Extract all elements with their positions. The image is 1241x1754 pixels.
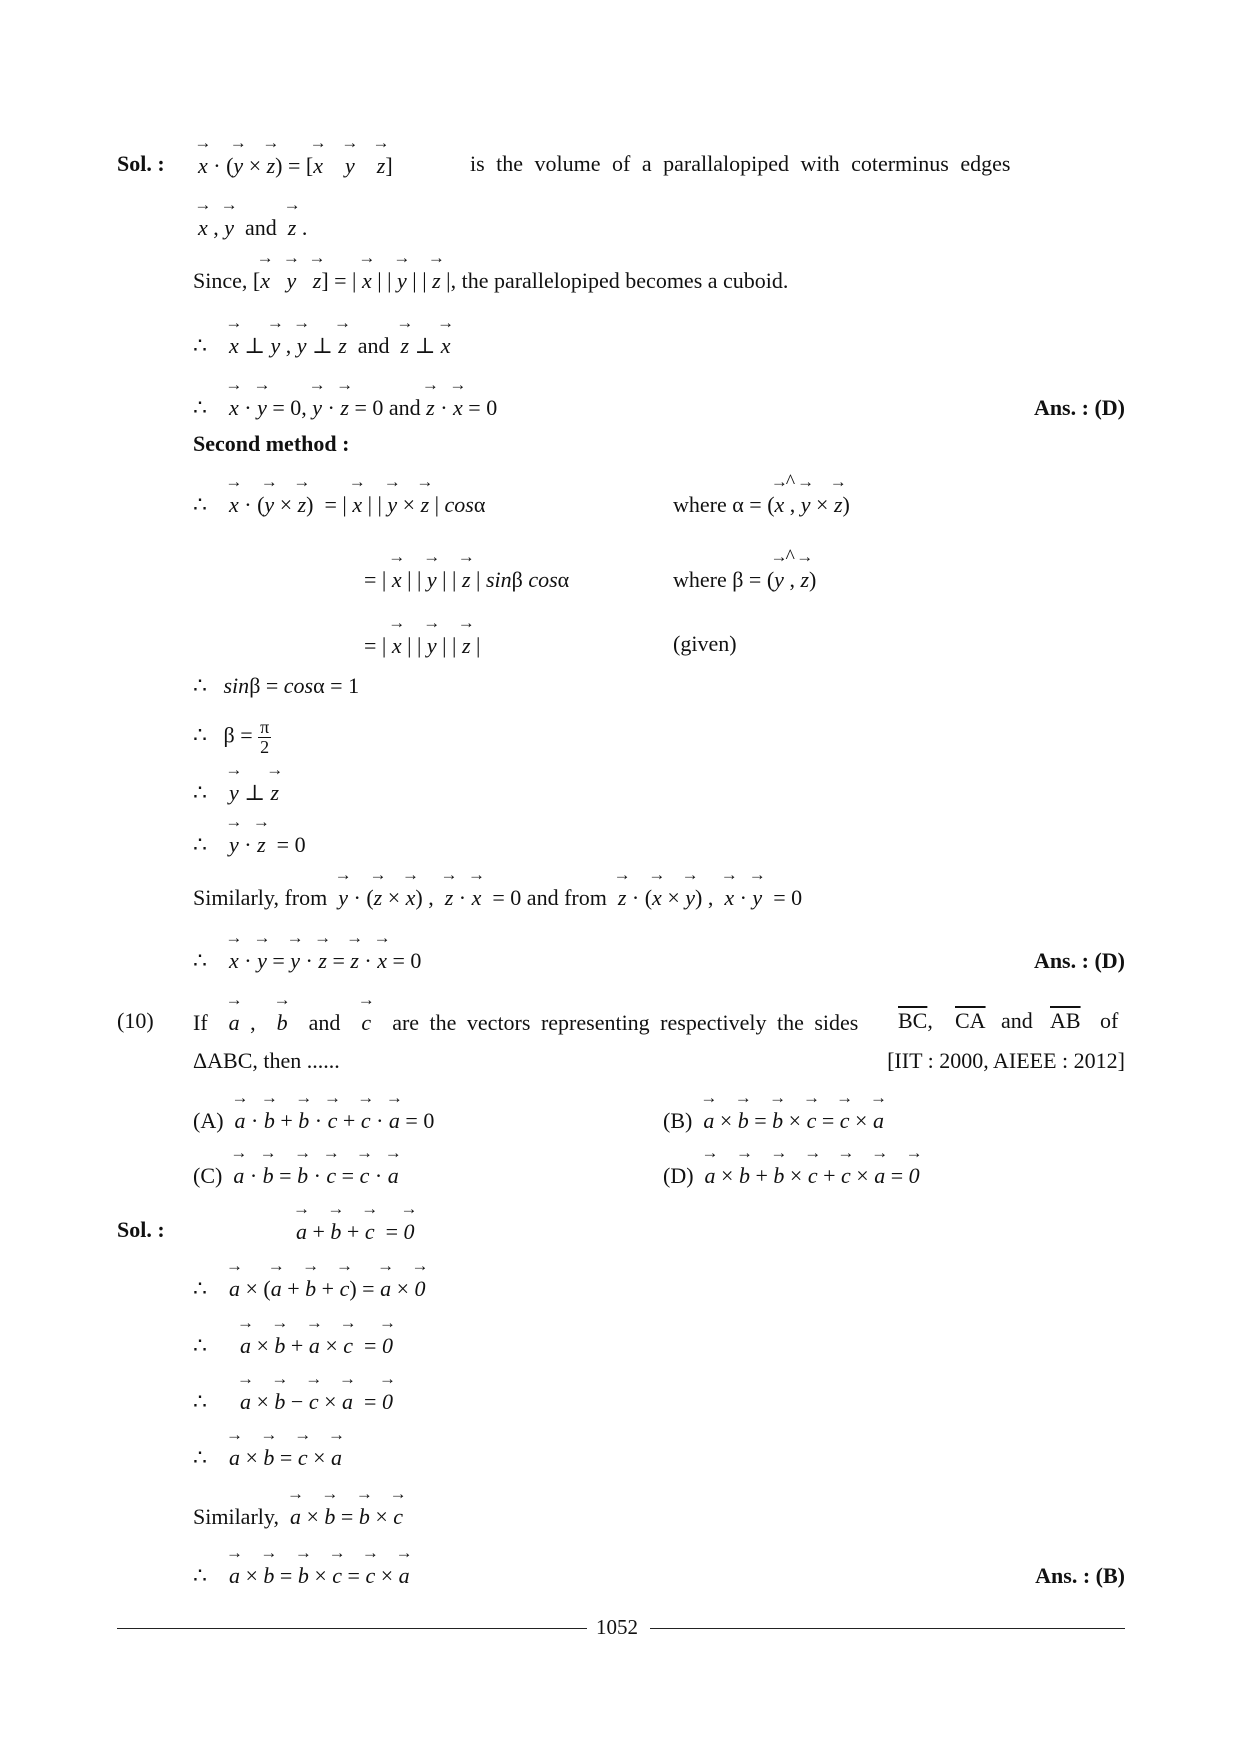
option-b: (B) → a × → b = → b × → c = → c × → a xyxy=(663,1108,884,1132)
y-perp-z: ∴ → y ⊥ → z xyxy=(193,780,279,804)
option-a: (A) → a · → b + → b · → c + → c · → a = 0 xyxy=(193,1108,434,1132)
where-alpha: where α = (→ x , ^ → y × → z) xyxy=(673,492,850,516)
footer-rule-right xyxy=(650,1628,1125,1629)
given-note: (given) xyxy=(673,631,737,656)
question-number: (10) xyxy=(117,1008,154,1033)
answer-d-2: Ans. : (D) xyxy=(1033,948,1125,973)
dot-zero-line: ∴ → x · → y = 0, → y · → z = 0 and → z · → x = 0 xyxy=(193,395,497,419)
expand-line: ∴ → a × → b + → a × → c = → 0 xyxy=(193,1333,393,1357)
triangle-text: ΔABC, then ...... xyxy=(193,1048,340,1073)
minus-line: ∴ → a × → b − → c × → a = → 0 xyxy=(193,1389,393,1413)
sol-label: Sol. : xyxy=(117,151,165,176)
second-method-heading: Second method : xyxy=(193,431,350,456)
option-c: (C) → a · → b = → b · → c = → c · → a xyxy=(193,1163,399,1187)
answer-b: Ans. : (B) xyxy=(1035,1563,1125,1588)
volume-text: is the volume of a parallalopiped with coterminus edges xyxy=(470,151,1011,176)
final-equality: ∴ → a × → b = → b × → c = → c × → a xyxy=(193,1563,410,1587)
and-word: and xyxy=(245,215,277,240)
sin-cos-line: ∴ sinβ = cosα = 1 xyxy=(193,673,360,698)
pi-over-two: $\frac{\pi}{2}$ xyxy=(260,717,270,757)
of-word: of xyxy=(1100,1008,1119,1033)
cuboid-text: , the parallelopiped becomes a cuboid. xyxy=(450,268,789,293)
all-dot-zero: ∴ → x · → y = → y · → z = → z · → x = 0 xyxy=(193,948,421,972)
side-ab: $\overline{AB}$ xyxy=(1050,1008,1081,1033)
sol-label-2: Sol. : xyxy=(117,1217,165,1242)
sum-zero: → a + → b + → c = → 0 xyxy=(296,1219,415,1243)
since-line: Since, [→ x → y → z] = | → x | | → y | | → z |, the parallelopiped becomes a cuboid. xyxy=(193,268,788,292)
where-beta: where β = (→ y , ^ → z) xyxy=(673,567,816,591)
side-ca: $\overline{CA}$ xyxy=(955,1008,986,1033)
footer-rule-left xyxy=(117,1628,587,1629)
eq-box-product: → x · (→ y × → z) = [→ x → y → z] xyxy=(198,153,393,177)
side-and: and xyxy=(1001,1008,1033,1033)
beta-line: ∴ β = $\frac{\pi}{2}$ xyxy=(193,717,270,757)
question-text: If → a , → b and → c are the vectors representing respectively the sides xyxy=(193,1010,858,1034)
second-eq-3: = | → x | | → y | | → z | xyxy=(364,633,480,657)
second-eq-2: = | → x | | → y | | → z | sinβ cosα xyxy=(364,567,569,591)
y-dot-z: ∴ → y · → z = 0 xyxy=(193,832,306,856)
option-d: (D) → a × → b + → b × → c + → c × → a = → 0 xyxy=(663,1163,920,1187)
axb-cxa: ∴ → a × → b = → c × → a xyxy=(193,1445,342,1469)
perpendicular-line: ∴ → x ⊥ → y , → y ⊥ → z and → z ⊥ → x xyxy=(193,333,451,357)
exam-source: [IIT : 2000, AIEEE : 2012] xyxy=(887,1048,1125,1073)
similarly-line: Similarly, → a × → b = → b × → c xyxy=(193,1504,403,1528)
page-number: 1052 xyxy=(596,1615,638,1639)
coterminus-edges: → x , → y and → z . xyxy=(198,215,307,239)
side-bc: $\overline{BC}$, xyxy=(898,1008,933,1033)
similarly-from-line: Similarly, from → y · (→ z × → x) , → z · → x = 0 and from → z · (→ x × → y) , → x · → y = 0 xyxy=(193,885,802,909)
cross-a-line: ∴ → a × (→ a + → b + → c) = → a × → 0 xyxy=(193,1276,426,1300)
answer-d-1: Ans. : (D) xyxy=(1033,395,1125,420)
second-eq-1: ∴ → x · (→ y × → z) = | → x | | → y × → z | cosα xyxy=(193,492,485,516)
